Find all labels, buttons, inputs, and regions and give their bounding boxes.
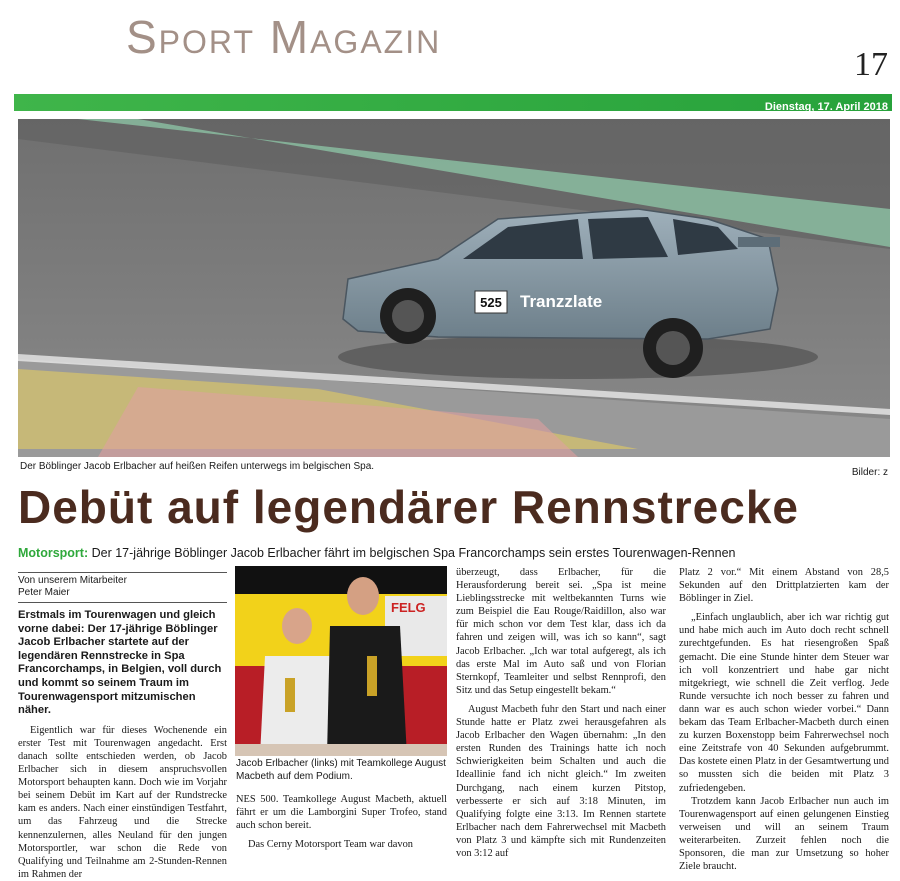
photo-caption: Der Böblinger Jacob Erlbacher auf heißen Reifen unterwegs im belgischen Spa.	[20, 461, 375, 472]
author-byline	[18, 572, 227, 603]
body-paragraph: Das Cerny Motorsport Team war davon	[248, 839, 414, 851]
article-headline: Debüt auf legendärer Rennstrecke	[18, 481, 800, 533]
issue-date: Dienstag, 17. April 2018	[764, 101, 888, 113]
photo-credit: Bilder: z	[851, 467, 888, 478]
body-paragraph: Eigentlich war für dieses Wochenende ein erster Test mit Tourenwagen angedacht. Erst danach sollte entschieden werden, ob Jacob Erlbacher sich in diesem anspruchsvollen Motorsport behaupten kann. Doch wie im Vorjahr bei seinem Debüt im Kart auf der Rundstrecke kam es anders. Nach einer einstündigen Testfahrt, um das Fahrzeug und die Strecke kennenzulernen, alles Neuland für den jungen Motorsportler, war schon die Rede von Qualifying und Teilnahme am 2-Stunden-Rennen im Rahmen der	[18, 724, 227, 880]
page-number: 17	[854, 46, 888, 83]
podium-photo	[235, 566, 447, 756]
kicker: Motorsport:	[18, 546, 89, 560]
header-bar	[14, 94, 892, 111]
podium-image	[235, 566, 447, 756]
body-paragraph: Platz 2 vor.“ Mit einem Abstand von 28,5 Sekunden auf den Drittplatzierten kam der Böblinger in Ziel.	[679, 567, 889, 605]
car-sponsor: Tranzzlate	[520, 292, 603, 311]
masthead: Sport Magazin	[126, 11, 442, 63]
race-car-photo	[18, 119, 890, 457]
body-paragraph: Trotzdem kann Jacob Erlbacher nun auch im Tourenwagensport auf einen gelungenen Einstieg verweisen und will an seinem Traum weiterarbeiten. Zurzeit fehlen noch die Sponsoren, die man zur Umsetzung so hoher Ziele braucht.	[679, 795, 889, 873]
column-4	[679, 566, 889, 873]
article-subheadline	[18, 546, 735, 560]
subheadline-text: Der 17-jährige Böblinger Jacob Erlbacher fährt im belgischen Spa Francorchamps sein erstes Tourenwagen-Rennen	[91, 546, 736, 560]
podium-caption: Jacob Erlbacher (links) mit Teamkollege August Macbeth auf dem Podium.	[236, 758, 446, 782]
column-2	[236, 793, 447, 851]
lead-paragraph: Erstmals im Tourenwagen und gleich vorne dabei: Der 17-jährige Böblinger Jacob Erlbacher startete auf der legendären Rennstrecke in Spa Francorchamps, in Belgien, voll durch und kommt so seinem Traum im Tourenwagensport mitzumischen näher.	[18, 609, 222, 717]
body-paragraph: NES 500. Teamkollege August Macbeth, aktuell fährt er um die Lamborgini Super Trofeo, stand auch schon bereit.	[236, 794, 447, 832]
body-paragraph: überzeugt, dass Erlbacher, für die Herausforderung bereit sei. „Spa ist meine Lieblingsstrecke mit weltbekannten Turns wie zum Beispiel die Eau Rouge/Raidillon, also war für mich schon vor dem Test klar, dass ich da fahren und zeigen will, was ich so kann“, sagt Jacob Erlbacher. „Ich war total aufgeregt, als ich das erste Mal im Auto saß und von Florian Sternkopf, Teamleiter und selbst Rennprofi, den Sitz und das Setup eingestellt bekam.“	[456, 567, 666, 696]
author-name: Peter Maier	[18, 587, 70, 598]
column-1	[18, 572, 227, 881]
podium-banner: FELG	[391, 600, 426, 615]
body-paragraph: „Einfach unglaublich, aber ich war richtig gut und habe mich auch im Auto doch recht schnell zurechtgefunden. Es hat riesengroßen Spaß gemacht. Die eine Stunde hinter dem Steuer war ich voll konzentriert und habe gar nicht mitgekriegt, wie schnell die Zeit verflog. Jede Runde versuchte ich noch besser zu fahren und dann war es auch schon wieder vorbei.“ Dann bekam das Team Erlbacher-Macbeth durch einen zu kurzen Boxenstopp beim Fahrerwechsel noch eine Zeitstrafe von 40 Sekunden aufgebrummt. Das kostete einen Platz in der Gesamtwertung und so mussten sich die beiden mit Platz 3 zufriedengeben.	[679, 612, 889, 794]
body-paragraph: August Macbeth fuhr den Start und nach einer Stunde hatte er Platz zwei herausgefahren als Jacob Erlbacher den Wagen übernahm: „In den ersten Runden des Trainings hatte ich noch Schwierigkeiten beim Schalten und auch die Ideallinie fand ich nicht gleich.“ Im zweiten Durchgang, nach einem kurzen Pitstop, verbesserte er sich auf 3:18 Minuten, im Qualifying folgte eine 3:13. Im Rennen startete Erlbacher nach dem Fahrerwechsel mit Macbeth von Platz 3 und kämpfte sich mit Rundenzeiten von 3:12 auf	[456, 703, 666, 859]
column-3	[456, 566, 666, 860]
author-line-1: Von unserem Mitarbeiter	[18, 575, 127, 586]
race-car-image	[18, 119, 890, 457]
car-number: 525	[480, 295, 502, 310]
